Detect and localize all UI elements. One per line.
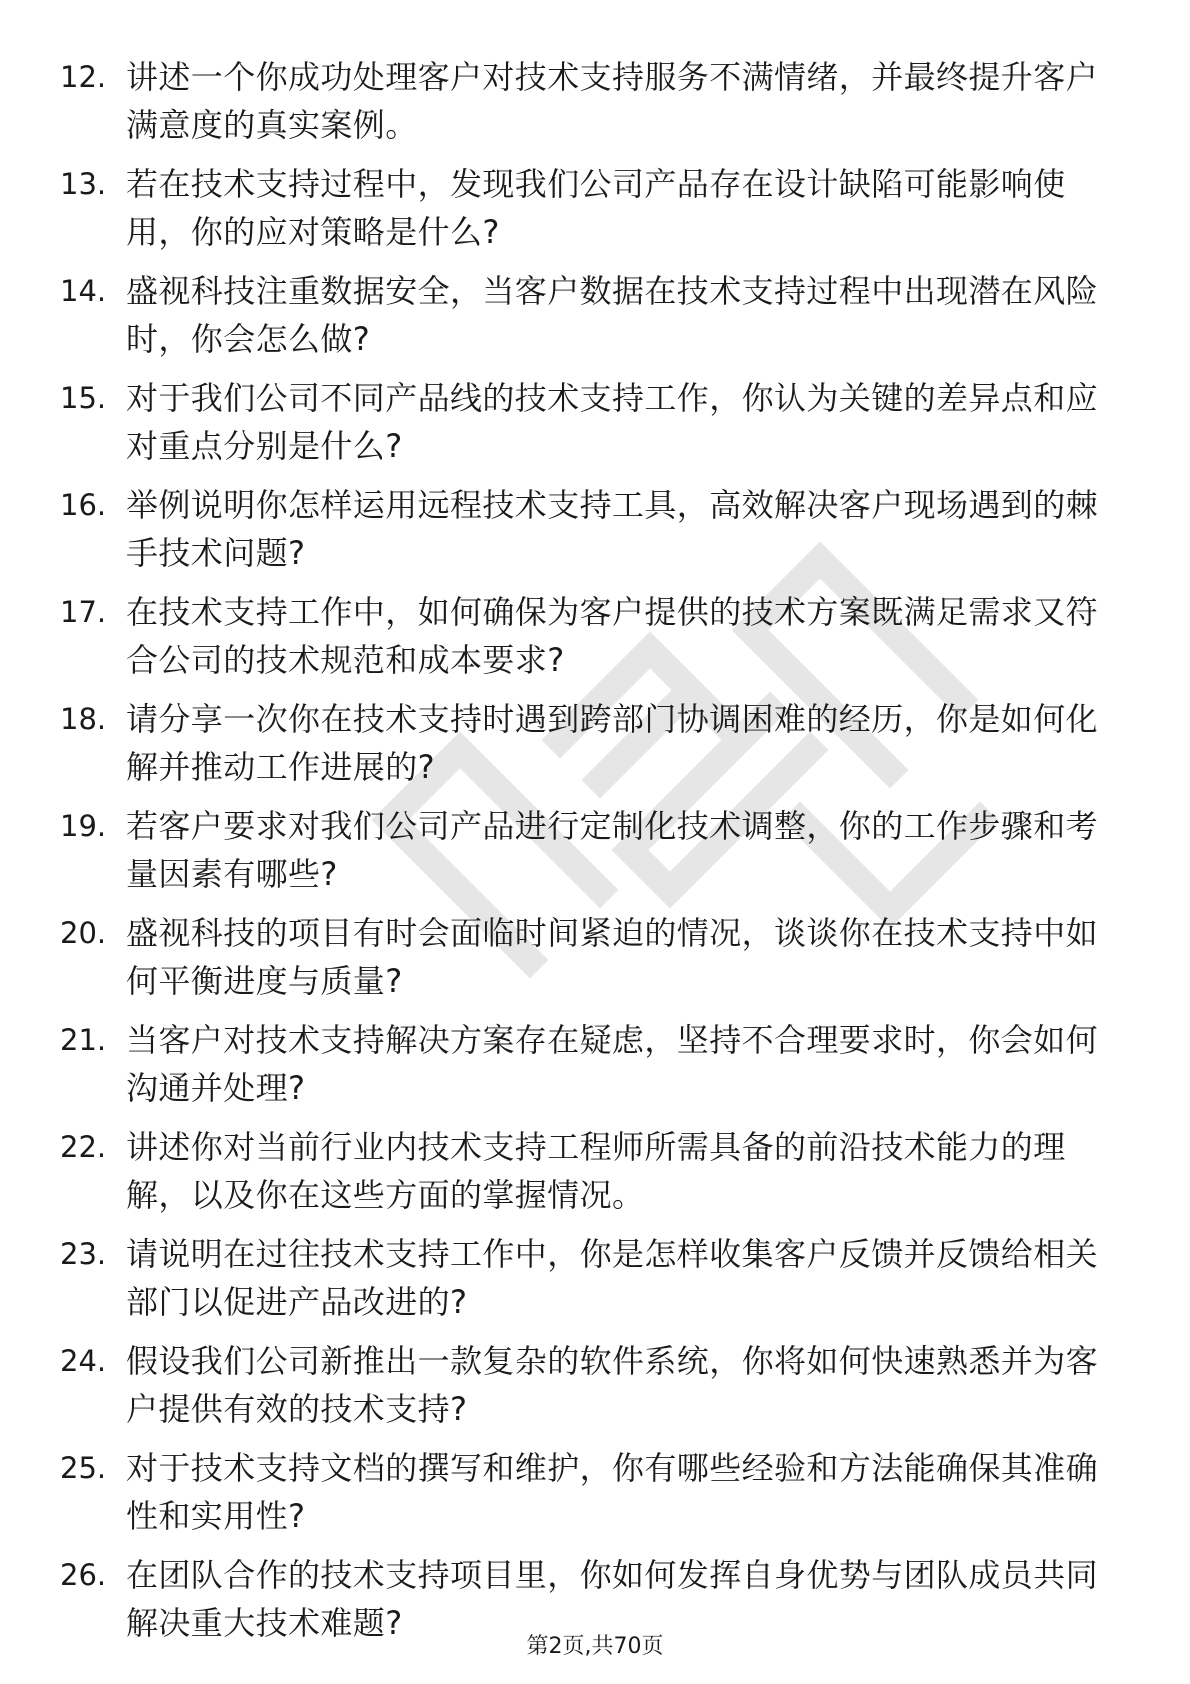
question-number: 20.	[60, 916, 107, 950]
question-number: 17.	[60, 595, 107, 629]
question-item	[60, 53, 1120, 160]
question-number: 26.	[60, 1558, 107, 1592]
question-number: 18.	[60, 702, 107, 736]
question-text: 若客户要求对我们公司产品进行定制化技术调整，你的工作步骤和考量因素有哪些?	[126, 807, 1099, 893]
question-text: 当客户对技术支持解决方案存在疑虑，坚持不合理要求时，你会如何沟通并处理?	[126, 1021, 1099, 1107]
question-number: 22.	[60, 1130, 107, 1164]
question-number: 19.	[60, 809, 107, 843]
question-item	[60, 1444, 1120, 1551]
question-number: 25.	[60, 1451, 107, 1485]
question-text: 在团队合作的技术支持项目里，你如何发挥自身优势与团队成员共同解决重大技术难题?	[126, 1556, 1099, 1642]
question-item	[60, 695, 1120, 802]
question-number: 24.	[60, 1344, 107, 1378]
question-text: 举例说明你怎样运用远程技术支持工具，高效解决客户现场遇到的棘手技术问题?	[126, 486, 1099, 572]
question-item	[60, 374, 1120, 481]
question-text: 盛视科技注重数据安全，当客户数据在技术支持过程中出现潜在风险时，你会怎么做?	[126, 272, 1099, 358]
question-item	[60, 1230, 1120, 1337]
question-number: 21.	[60, 1023, 107, 1057]
question-number: 16.	[60, 488, 107, 522]
question-number: 23.	[60, 1237, 107, 1271]
question-text: 对于我们公司不同产品线的技术支持工作，你认为关键的差异点和应对重点分别是什么?	[126, 379, 1099, 465]
question-text: 盛视科技的项目有时会面临时间紧迫的情况，谈谈你在技术支持中如何平衡进度与质量?	[126, 914, 1099, 1000]
question-item	[60, 1123, 1120, 1230]
question-text: 讲述你对当前行业内技术支持工程师所需具备的前沿技术能力的理解，以及你在这些方面的掌握情况。	[126, 1128, 1066, 1214]
question-text: 若在技术支持过程中，发现我们公司产品存在设计缺陷可能影响使用，你的应对策略是什么?	[126, 165, 1066, 251]
question-text: 假设我们公司新推出一款复杂的软件系统，你将如何快速熟悉并为客户提供有效的技术支持?	[126, 1342, 1099, 1428]
question-item	[60, 267, 1120, 374]
question-text: 讲述一个你成功处理客户对技术支持服务不满情绪，并最终提升客户满意度的真实案例。	[126, 58, 1099, 144]
question-number: 15.	[60, 381, 107, 415]
question-item	[60, 909, 1120, 1016]
question-number: 13.	[60, 167, 107, 201]
page-number-footer: 第2页,共70页	[526, 1634, 664, 1659]
question-item	[60, 802, 1120, 909]
question-text: 请分享一次你在技术支持时遇到跨部门协调困难的经历，你是如何化解并推动工作进展的?	[126, 700, 1099, 786]
question-item	[60, 1016, 1120, 1123]
question-item	[60, 1337, 1120, 1444]
question-text: 对于技术支持文档的撰写和维护，你有哪些经验和方法能确保其准确性和实用性?	[126, 1449, 1099, 1535]
question-text: 在技术支持工作中，如何确保为客户提供的技术方案既满足需求又符合公司的技术规范和成本要求?	[126, 593, 1099, 679]
question-item	[60, 160, 1120, 267]
question-item	[60, 481, 1120, 588]
question-number: 12.	[60, 60, 107, 94]
question-list	[60, 53, 1120, 1658]
question-text: 请说明在过往技术支持工作中，你是怎样收集客户反馈并反馈给相关部门以促进产品改进的?	[126, 1235, 1099, 1321]
question-item	[60, 588, 1120, 695]
question-number: 14.	[60, 274, 107, 308]
